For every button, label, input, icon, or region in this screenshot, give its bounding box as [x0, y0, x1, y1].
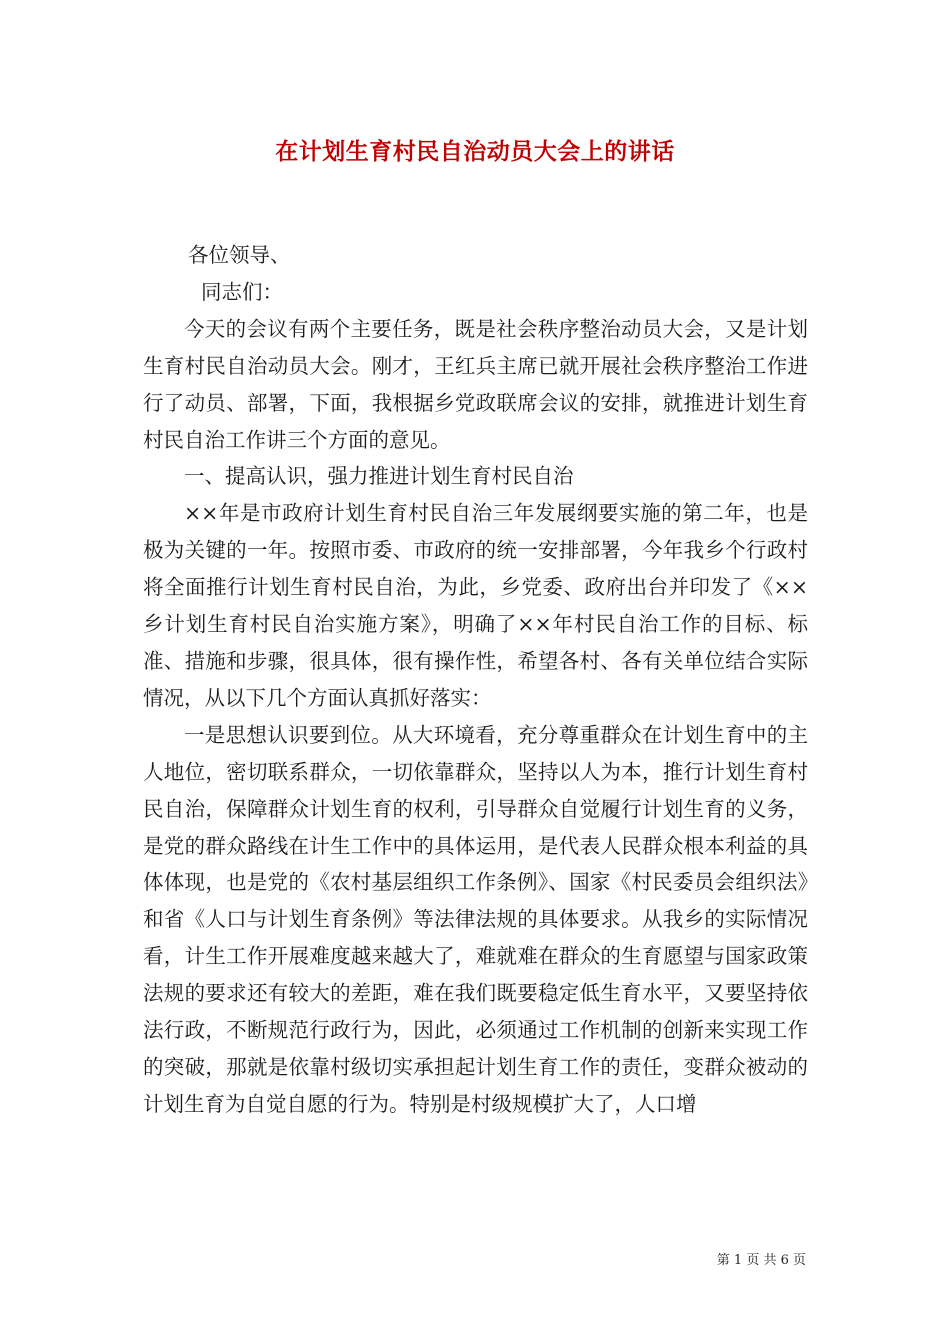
section-heading-1: 一、提高认识，强力推进计划生育村民自治: [184, 464, 574, 489]
paragraph-intro: 今天的会议有两个主要任务，既是社会秩序整治动员大会，又是计划生育村民自治动员大会。刚才，王红兵主席已就开展社会秩序整治工作进行了动员、部署，下面，我根据乡党政联席会议的安排，就推进计划生育村民自治工作讲三个方面的意见。: [143, 316, 808, 452]
paragraph-plan: ××年是市政府计划生育村民自治三年发展纲要实施的第二年，也是极为关键的一年。按照市委、市政府的统一安排部署，今年我乡个行政村将全面推行计划生育村民自治，为此，乡党委、政府出台并印发了《××乡计划生育村民自治实施方案》，明确了××年村民自治工作的目标、标准、措施和步骤，很具体，很有操作性，希望各村、各有关单位结合实际情况，从以下几个方面认真抓好落实：: [143, 501, 808, 710]
page-number: 第 1 页 共 6 页: [716, 1253, 806, 1268]
salutation-comrades: 同志们：: [201, 279, 283, 304]
salutation-leaders: 各位领导、: [188, 243, 291, 267]
document-body: [143, 237, 808, 1123]
document-title: 在计划生育村民自治动员大会上的讲话: [275, 138, 675, 165]
paragraph-thinking: 一是思想认识要到位。从大环境看，充分尊重群众在计划生育中的主人地位，密切联系群众，一切依靠群众，坚持以人为本，推行计划生育村民自治，保障群众计划生育的权利，引导群众自觉履行计划生育的义务，是党的群众路线在计生工作中的具体运用，是代表人民群众根本利益的具体体现，也是党的《农村基层组织工作条例》、国家《村民委员会组织法》和省《人口与计划生育条例》等法律法规的具体要求。从我乡的实际情况看，计生工作开展难度越来越大了，难就难在群众的生育愿望与国家政策法规的要求还有较大的差距，难在我们既要稳定低生育水平，又要坚持依法行政，不断规范行政行为，因此，必须通过工作机制的创新来实现工作的突破，那就是依靠村级切实承担起计划生育工作的责任，变群众被动的计划生育为自觉自愿的行为。特别是村级规模扩大了，人口增: [143, 722, 808, 1116]
